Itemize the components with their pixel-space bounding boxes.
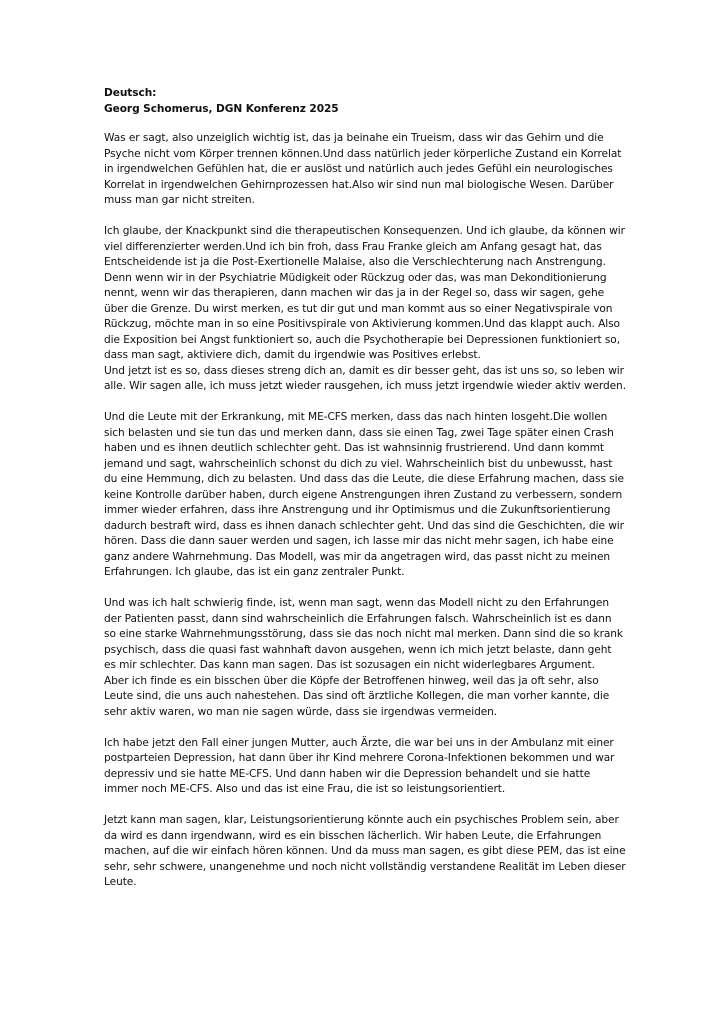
paragraph-text: Aber ich finde es ein bisschen über die Köpfe der Betroffenen hinweg, weil das ja oft sehr, also Leute sind, die uns auch nahestehen. Das sind oft ärztliche Kollegen, die man vorher kannte, die sehr aktiv waren, wo man nie sagen würde, dass sie irgendwas vermeiden. [104,674,610,718]
document-title: Georg Schomerus, DGN Konferenz 2025 [104,102,339,115]
document-page [104,86,626,906]
paragraph-text: Und was ich halt schwierig finde, ist, wenn man sagt, wenn das Modell nicht zu den Erfahrungen der Patienten passt, dann sind wahrscheinlich die Erfahrungen falsch. Wahrscheinlich ist es dann so eine starke Wahrnehmungsstörung, dass sie das noch nicht mal merken. Dann sind die so krank psychisch, dass die quasi fast wahnhaft davon ausgehen, wenn ich mich jetzt belaste, dann geht es mir schlechter. Das kann man sagen. Das ist sozusagen ein nicht widerlegbares Argument. [104,597,623,671]
paragraph-text: Was er sagt, also unzeiglich wichtig ist, das ja beinahe ein Trueism, dass wir das Gehirn und die Psyche nicht vom Körper trennen können.Und dass natürlich jeder körperliche Zustand ein Korrelat in irgendwelchen Gefühlen hat, die er auslöst und natürlich auch jedes Gefühl ein neurologisches Korrelat in irgendwelchen Gehirnprozessen hat.Also wir sind nun mal biologische Wesen. Darüber muss man gar nicht streiten. [104,132,622,206]
paragraph-5 [104,736,626,798]
document-header [104,86,626,117]
paragraph-1 [104,131,626,209]
language-label: Deutsch: [104,87,157,99]
paragraph-6 [104,813,626,891]
paragraph-text: Und die Leute mit der Erkrankung, mit ME-CFS merken, dass das nach hinten losgeht.Die wollen sich belasten und sie tun das und merken dann, dass sie einen Tag, zwei Tage später einen Crash haben und es ihnen deutlich schlechter geht. Das ist wahnsinnig frustrierend. Und dann kommt jemand und sagt, wahrscheinlich schonst du dich zu viel. Wahrscheinlich bist du unbewusst, hast du eine Hemmung, dich zu belasten. Und dass das die Leute, die diese Erfahrung machen, dass sie keine Kontrolle darüber haben, durch eigene Anstrengungen ihren Zustand zu verbessern, sondern immer wieder erfahren, dass ihre Anstrengung und ihr Optimismus und die Zukunftsorientierung dadurch bestraft wird, dass es ihnen danach schlechter geht. Und das sind die Geschichten, die wir hören. Dass die dann sauer werden und sagen, ich lasse mir das nicht mehr sagen, ich habe eine ganz andere Wahrnehmung. Das Modell, was mir da angetragen wird, das passt nicht zu meinen Erfahrungen. Ich glaube, das ist ein ganz zentraler Punkt. [104,411,624,578]
paragraph-text: Ich glaube, der Knackpunkt sind die therapeutischen Konsequenzen. Und ich glaube, da können wir viel differenzierter werden.Und ich bin froh, dass Frau Franke gleich am Anfang gesagt hat, das Entscheidende ist ja die Post-Exertionelle Malaise, also die Verschlechterung nach Anstrengung. Denn wenn wir in der Psychiatrie Müdigkeit oder Rückzug oder das, was man Dekonditionierung nennt, wenn wir das therapieren, dann machen wir das ja in der Regel so, dass wir sagen, gehe über die Grenze. Du wirst merken, es tut dir gut und man kommt aus so einer Negativspirale von Rückzug, möchte man in so eine Positivspirale von Aktivierung kommen.Und das klappt auch. Also die Exposition bei Angst funktioniert so, auch die Psychotherapie bei Depressionen funktioniert so, dass man sagt, aktiviere dich, damit du irgendwie was Positives erlebst. [104,225,625,361]
paragraph-text: Jetzt kann man sagen, klar, Leistungsorientierung könnte auch ein psychisches Problem sein, aber da wird es dann irgendwann, wird es ein bisschen lächerlich. Wir haben Leute, die Erfahrungen machen, auf die wir einfach hören können. Und da muss man sagen, es gibt diese PEM, das ist eine sehr, sehr schwere, unangenehme und noch nicht vollständig verstandene Realität im Leben dieser Leute. [104,814,626,888]
paragraph-4 [104,596,626,720]
paragraph-3 [104,410,626,581]
paragraph-text: Und jetzt ist es so, dass dieses streng dich an, damit es dir besser geht, das ist uns so, so leben wir alle. Wir sagen alle, ich muss jetzt wieder rausgehen, ich muss jetzt irgendwie wieder aktiv werden. [104,364,626,392]
paragraph-text: Ich habe jetzt den Fall einer jungen Mutter, auch Ärzte, die war bei uns in der Ambulanz mit einer postparteien Depression, hat dann über ihr Kind mehrere Corona-Infektionen bekommen und war depressiv und sie hatte ME-CFS. Und dann haben wir die Depression behandelt und sie hatte immer noch ME-CFS. Also und das ist eine Frau, die ist so leistungsorientiert. [104,736,615,795]
paragraph-2 [104,224,626,395]
